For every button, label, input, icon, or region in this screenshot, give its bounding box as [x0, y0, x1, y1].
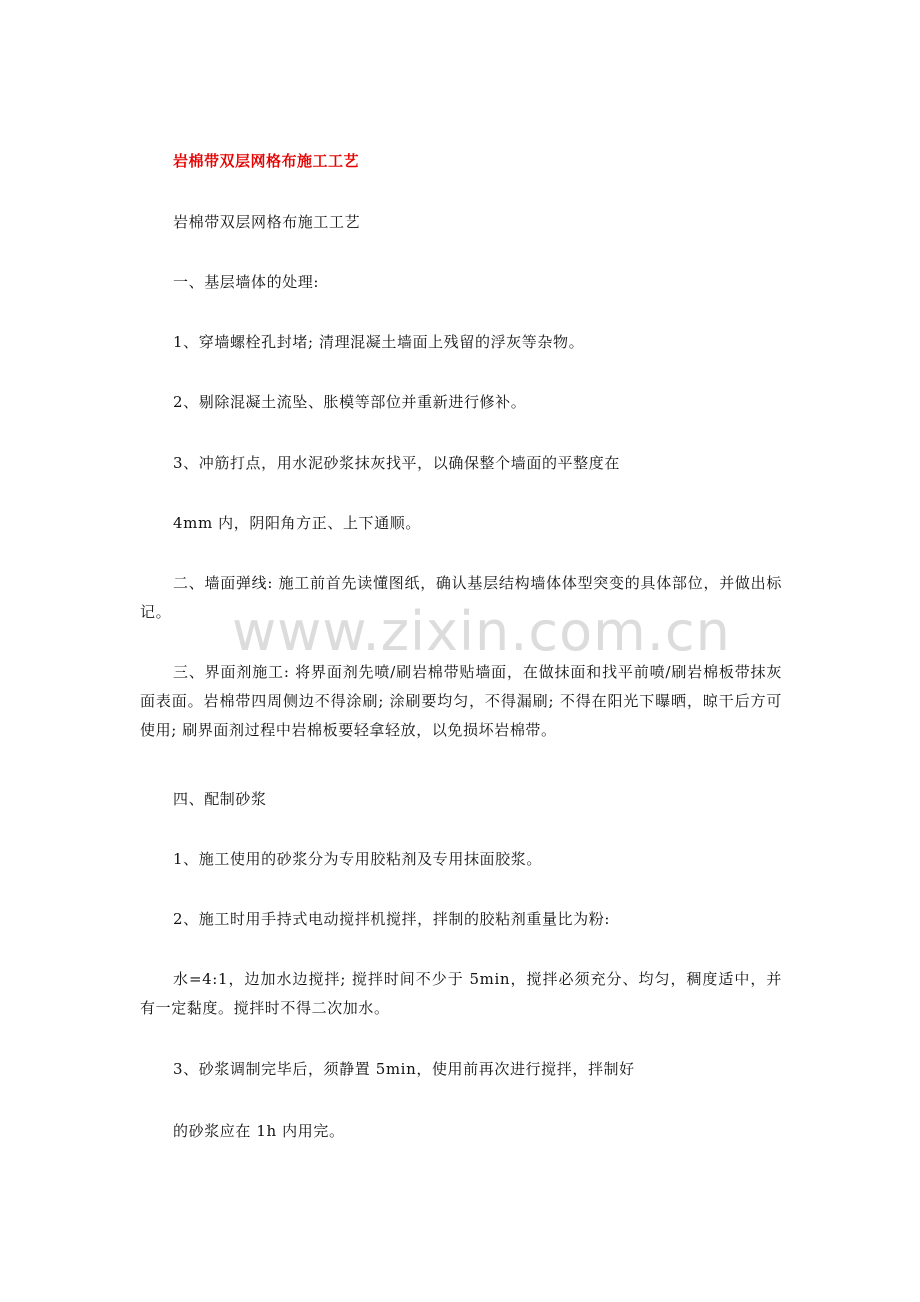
watermark: www.zixin.com.cn [232, 600, 731, 663]
substrate-item-3-continued: 4mm 内，阴阳角方正、上下通顺。 [173, 514, 421, 532]
mortar-item-2-continued: 水=4:1，边加水边搅拌; 搅拌时间不少于 5min，搅拌必须充分、均匀，稠度适中，并有一定黏度。搅拌时不得二次加水。 [140, 970, 782, 1017]
section-heading-mortar: 四、配制砂浆 [173, 790, 267, 808]
substrate-item-2: 2、剔除混凝土流坠、胀模等部位并重新进行修补。 [173, 393, 527, 411]
section-interface-agent: 三、界面剂施工: 将界面剂先喷/刷岩棉带贴墙面，在做抹面和找平前喷/刷岩棉板带抹灰面表面。岩棉带四周侧边不得涂刷; 涂刷要均匀，不得漏刷; 不得在阳光下曝晒，晾干后方可使用; 刷界面剂过程中岩棉板要轻拿轻放，以免损坏岩棉带。 [140, 663, 782, 739]
document-subtitle: 岩棉带双层网格布施工工艺 [173, 213, 361, 231]
mortar-item-3: 3、砂浆调制完毕后，须静置 5min，使用前再次进行搅拌，拌制好 [173, 1060, 635, 1078]
section-heading-substrate: 一、基层墙体的处理: [173, 273, 320, 291]
substrate-item-3: 3、冲筋打点，用水泥砂浆抹灰找平，以确保整个墙面的平整度在 [173, 454, 620, 472]
mortar-item-3-continued: 的砂浆应在 1h 内用完。 [173, 1122, 345, 1140]
document-title: 岩棉带双层网格布施工工艺 [173, 152, 360, 170]
section-wall-marking: 二、墙面弹线: 施工前首先读懂图纸，确认基层结构墙体体型突变的具体部位，并做出标记。 [140, 574, 782, 621]
mortar-item-2: 2、施工时用手持式电动搅拌机搅拌，拌制的胶粘剂重量比为粉: [173, 910, 610, 928]
mortar-item-1: 1、施工使用的砂浆分为专用胶粘剂及专用抹面胶浆。 [173, 850, 542, 868]
substrate-item-1: 1、穿墙螺栓孔封堵; 清理混凝土墙面上残留的浮灰等杂物。 [173, 333, 585, 351]
